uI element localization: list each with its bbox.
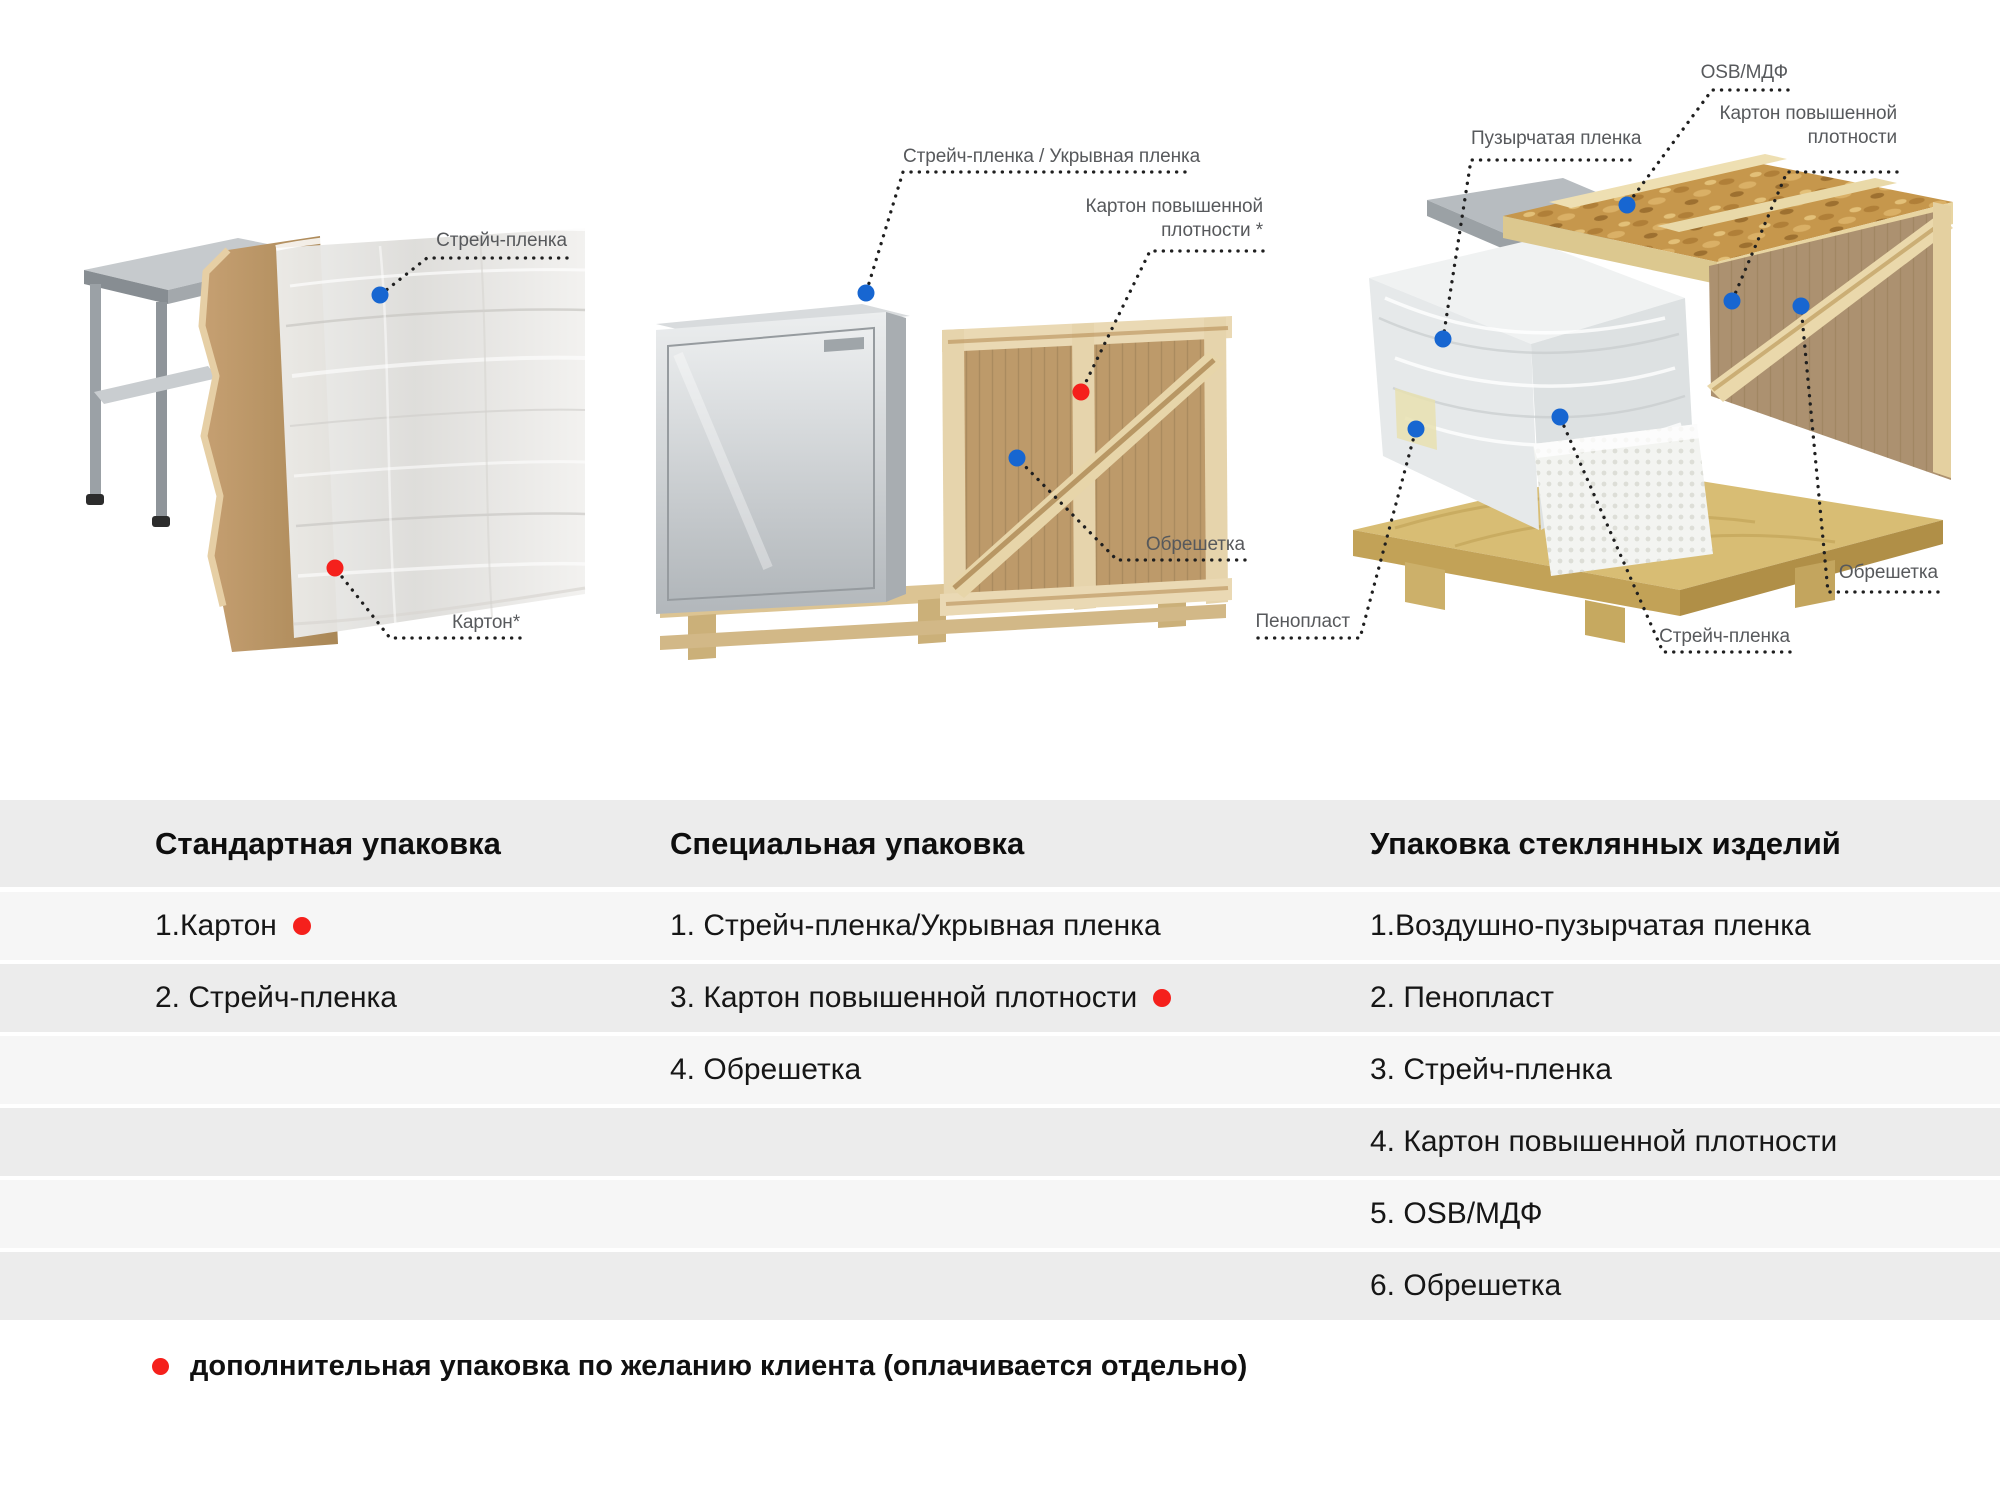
- table-cell: 4. Картон повышенной плотности: [1370, 1125, 1838, 1158]
- callout-label-stretch-film-glass: Стрейч-пленка: [1659, 626, 1790, 647]
- table-cell: 4. Обрешетка: [670, 1053, 862, 1086]
- pallet-foot: [1585, 600, 1625, 643]
- table-cell: 1.Воздушно-пузырчатая пленка: [1370, 909, 1811, 942]
- table-cell: [0, 1108, 515, 1176]
- standard-packaging-photo: [80, 226, 588, 658]
- table-cell: [0, 1180, 515, 1248]
- callout-label-stretch-film: Стрейч-пленка: [436, 230, 567, 251]
- table-row: [0, 1108, 2000, 1176]
- table-cell: 1. Стрейч-пленка/Укрывная пленка: [670, 909, 1161, 942]
- callout-label-foam: Пенопласт: [1255, 611, 1350, 632]
- table-leg: [90, 284, 101, 496]
- table-cell: 2. Стрейч-пленка: [155, 981, 397, 1014]
- stretch-film-wrap: [276, 228, 585, 638]
- column-header-special: Специальная упаковка: [670, 825, 1025, 861]
- table-cell: 3. Стрейч-пленка: [1370, 1053, 1612, 1086]
- table-leg: [156, 302, 167, 518]
- table-cell: 1.Картон: [0, 892, 515, 960]
- table-cell: [515, 1108, 1195, 1176]
- table-row: [0, 892, 2000, 960]
- table-cell: 6. Обрешетка: [1370, 1269, 1562, 1302]
- extra-cost-dot: [152, 1358, 169, 1375]
- packaging-table: [0, 800, 2000, 1324]
- cabinet-door: [668, 328, 874, 600]
- callout-label-crate-glass: Обрешетка: [1838, 562, 1938, 583]
- column-header-standard: Стандартная упаковка: [155, 825, 501, 861]
- callout-label-dense-cardboard: Картон повышенной плотности *: [1085, 196, 1263, 241]
- callout-label-crate: Обрешетка: [1145, 534, 1245, 555]
- table-row: [0, 1036, 2000, 1104]
- pallet-foot: [1405, 562, 1445, 610]
- special-packaging-photo: [648, 268, 1240, 668]
- table-row: [0, 1180, 2000, 1248]
- column-header-glass: Упаковка стеклянных изделий: [1370, 825, 1841, 861]
- table-header-row: [0, 800, 2000, 887]
- table-row: [0, 964, 2000, 1032]
- table-row: [0, 1252, 2000, 1320]
- table-cell: [0, 1252, 515, 1320]
- table-cell: 3. Картон повышенной плотности: [515, 964, 1195, 1032]
- table-cell: 5. OSB/МДФ: [1370, 1197, 1543, 1230]
- table-cell: [0, 1036, 515, 1104]
- extra-cost-dot: [1153, 989, 1171, 1007]
- table-cell: [515, 1252, 1195, 1320]
- callout-label-osb-mdf: OSB/МДФ: [1700, 62, 1788, 83]
- extra-cost-dot: [293, 917, 311, 935]
- table-cell: [515, 1180, 1195, 1248]
- table-cell: 2. Пенопласт: [1370, 981, 1555, 1014]
- footnote-text: дополнительная упаковка по желанию клиента (оплачивается отдельно): [190, 1349, 1248, 1382]
- callout-label-stretch-cover-film: Стрейч-пленка / Укрывная пленка: [903, 146, 1201, 167]
- corner-batten: [1933, 202, 1951, 478]
- callout-label-dense-cardboard-glass: Картон повышенной плотности: [1719, 103, 1897, 148]
- callout-label-bubble-wrap: Пузырчатая пленка: [1471, 128, 1642, 149]
- callout-label-cardboard: Картон*: [451, 612, 520, 633]
- footnote: [0, 1338, 2000, 1394]
